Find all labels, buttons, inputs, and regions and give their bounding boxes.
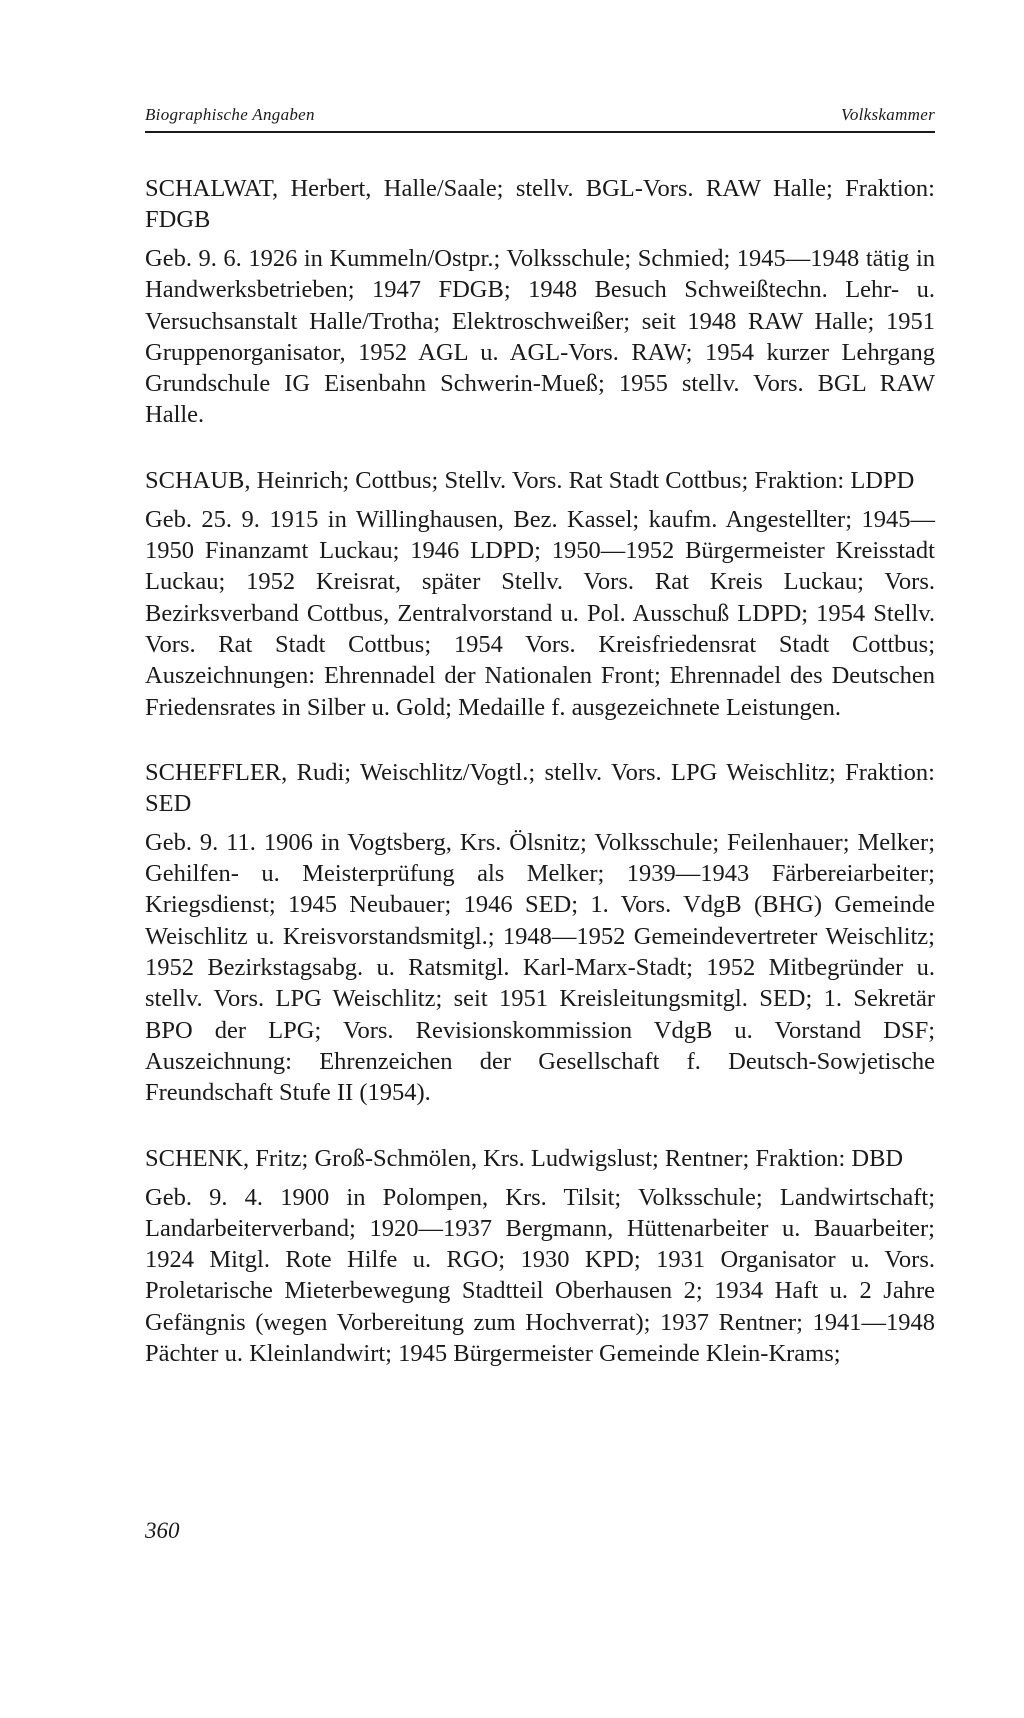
entry-heading: SCHEFFLER, Rudi; Weischlitz/Vogtl.; stellv. Vors. LPG Weischlitz; Fraktion: SED — [145, 758, 935, 817]
header-rule — [145, 131, 935, 133]
biography-entry-schalwat — [145, 173, 935, 431]
biography-entry-schaub — [145, 465, 935, 723]
header-left: Biographische Angaben — [145, 105, 315, 124]
header-right: Volkskammer — [841, 105, 935, 124]
entry-heading: SCHAUB, Heinrich; Cottbus; Stellv. Vors. Rat Stadt Cottbus; Fraktion: LDPD — [145, 466, 915, 494]
entry-heading: SCHENK, Fritz; Groß-Schmölen, Krs. Ludwigslust; Rentner; Fraktion: DBD — [145, 1144, 904, 1172]
entry-body: Geb. 9. 11. 1906 in Vogtsberg, Krs. Ölsnitz; Volksschule; Feilenhauer; Melker; Gehilfen- u. Meisterprüfung als Melker; 1939—1943 Färbereiarbeiter; Kriegsdienst; 1945 Neubauer; 1946 SED; 1. Vors. VdgB (BHG) Gemeinde Weischlitz u. Kreisvorstandsmitgl.; 1948—1952 Gemeindevertreter Weischlitz; 1952 Bezirkstagsabg. u. Ratsmitgl. Karl-Marx-Stadt; 1952 Mitbegründer u. stellv. Vors. LPG Weischlitz; seit 1951 Kreisleitungsmitgl. SED; 1. Sekretär BPO der LPG; Vors. Revisionskommission VdgB u. Vorstand DSF; Auszeichnung: Ehrenzeichen der Gesellschaft f. Deutsch-Sowjetische Freundschaft Stufe II (1954). — [145, 828, 935, 1107]
entry-body: Geb. 9. 4. 1900 in Polompen, Krs. Tilsit; Volksschule; Landwirtschaft; Landarbeiterverband; 1920—1937 Bergmann, Hüttenarbeiter u. Bauarbeiter; 1924 Mitgl. Rote Hilfe u. RGO; 1930 KPD; 1931 Organisator u. Vors. Proletarische Mieterbewegung Stadtteil Oberhausen 2; 1934 Haft u. 2 Jahre Gefängnis (wegen Vorbereitung zum Hochverrat); 1937 Rentner; 1941—1948 Pächter u. Kleinlandwirt; 1945 Bürgermeister Gemeinde Klein-Krams; — [145, 1183, 935, 1368]
page-number: 360 — [145, 1518, 180, 1543]
running-header — [145, 105, 935, 131]
biography-entry-schenk — [145, 1143, 935, 1370]
document-page — [145, 105, 935, 1403]
entry-body: Geb. 25. 9. 1915 in Willinghausen, Bez. Kassel; kaufm. Angestellter; 1945—1950 Finanzamt Luckau; 1946 LDPD; 1950—1952 Bürgermeister Kreisstadt Luckau; 1952 Kreisrat, später Stellv. Vors. Rat Kreis Luckau; Vors. Bezirksverband Cottbus, Zentralvorstand u. Pol. Ausschuß LDPD; 1954 Stellv. Vors. Rat Stadt Cottbus; 1954 Vors. Kreisfriedensrat Stadt Cottbus; Auszeichnungen: Ehrennadel der Nationalen Front; Ehrennadel des Deutschen Friedensrates in Silber u. Gold; Medaille f. ausgezeichnete Leistungen. — [145, 505, 935, 721]
entry-body: Geb. 9. 6. 1926 in Kummeln/Ostpr.; Volksschule; Schmied; 1945—1948 tätig in Handwerksbetrieben; 1947 FDGB; 1948 Besuch Schweißtechn. Lehr- u. Versuchsanstalt Halle/Trotha; Elektroschweißer; seit 1948 RAW Halle; 1951 Gruppenorganisator, 1952 AGL u. AGL-Vors. RAW; 1954 kurzer Lehrgang Grundschule IG Eisenbahn Schwerin-Mueß; 1955 stellv. Vors. BGL RAW Halle. — [145, 245, 935, 429]
biography-entry-scheffler — [145, 757, 935, 1109]
entry-heading: SCHALWAT, Herbert, Halle/Saale; stellv. BGL-Vors. RAW Halle; Fraktion: FDGB — [145, 175, 935, 233]
